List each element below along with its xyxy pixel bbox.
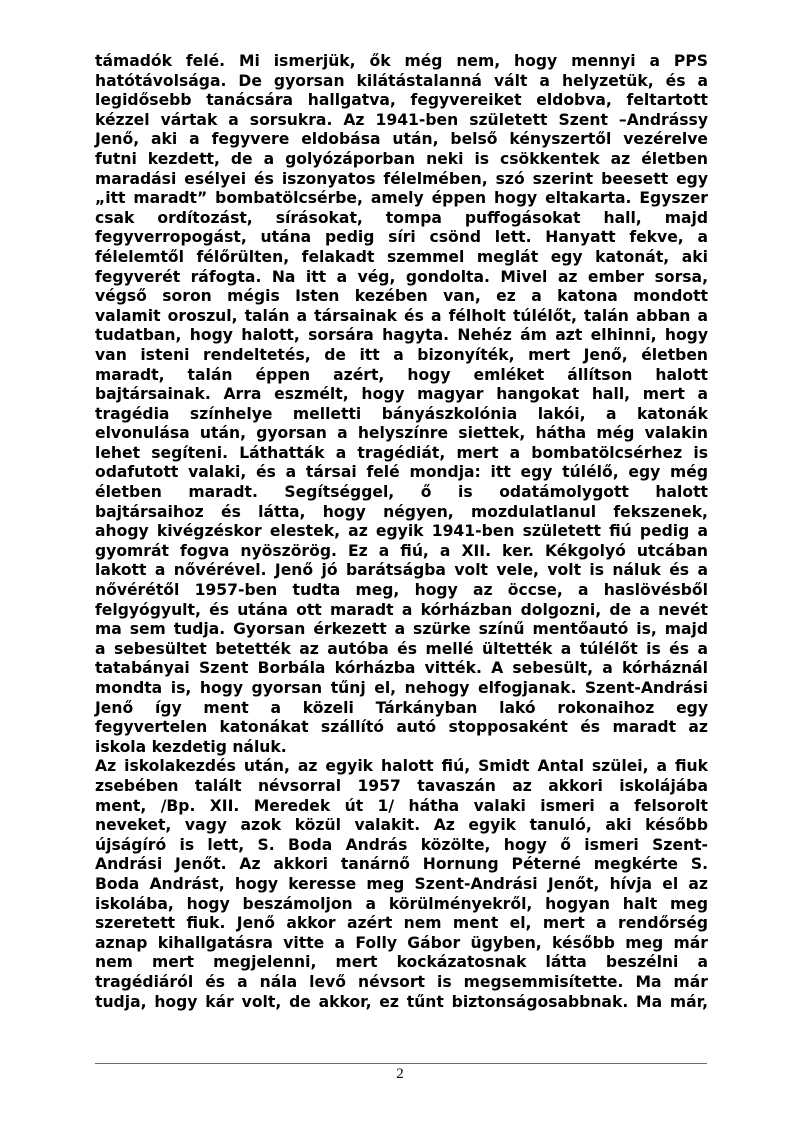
text-line: ment, /Bp. XII. Meredek út 1/ hátha valaki ismeri a felsorolt [95, 796, 708, 815]
text-line: odafutott valaki, és a társai felé mondja: itt egy túlélő, egy még [95, 463, 708, 482]
page-number: 2 [396, 1066, 404, 1082]
text-line: életben maradt. Segítséggel, ő is odatámolygott halott [95, 483, 708, 502]
text-line: fegyverét ráfogta. Na itt a vég, gondolta. Mivel az ember sorsa, [95, 267, 708, 286]
text-line: maradt, talán éppen azért, hogy emléket állítson halott [95, 365, 708, 384]
text-line: Az iskolakezdés után, az egyik halott fiú, Smidt Antal szülei, a fiuk [95, 757, 708, 776]
text-line: tudatban, hogy halott, sorsára hagyta. Nehéz ám azt elhinni, hogy [95, 326, 708, 345]
text-line: valamit oroszul, talán a társainak és a félholt túlélőt, talán abban a [95, 306, 708, 325]
text-line: lakott a nővérével. Jenő jó barátságba volt vele, volt is náluk és a [95, 561, 708, 580]
body-text [95, 52, 708, 1012]
text-line: zsebében talált névsorral 1957 tavaszán az akkori iskolájába [95, 776, 708, 795]
text-line: mondta is, hogy gyorsan tűnj el, nehogy elfogjanak. Szent-Andrási [95, 679, 708, 697]
text-line: félelemtől félőrülten, felakadt szemmel meglát egy katonát, aki [95, 247, 708, 266]
text-line: végső soron mégis Isten kezében van, ez a katona mondott [95, 287, 708, 306]
text-line: tragédia színhelye melletti bányászkolónia lakói, a katonák [95, 404, 708, 423]
text-line: Jenő, aki a fegyvere eldobása után, belső kényszertől vezérelve [95, 130, 708, 149]
text-line: lehet segíteni. Láthatták a tragédiát, mert a bombatölcsérhez is [95, 443, 708, 462]
footer-divider [95, 1063, 707, 1064]
text-line: hatótávolsága. De gyorsan kilátástalanná vált a helyzetük, és a [95, 71, 708, 90]
text-line: nővérétől 1957-ben tudta meg, hogy az öccse, a haslövésből [95, 581, 708, 600]
text-line: iskolába, hogy beszámoljon a körülményekről, hogyan halt meg [95, 894, 708, 913]
text-line: van isteni rendeltetés, de itt a bizonyíték, mert Jenő, életben [95, 345, 708, 364]
text-line: támadók felé. Mi ismerjük, ők még nem, hogy mennyi a PPS [95, 52, 708, 70]
text-line: nem mert megjelenni, mert kockázatosnak látta beszélni a [95, 953, 708, 972]
text-line: felgyógyult, és utána ott maradt a kórházban dolgozni, de a nevét [95, 600, 708, 619]
text-line: maradási esélyei és iszonyatos félelmében, szó szerint beesett egy [95, 169, 708, 188]
text-line: tudja, hogy kár volt, de akkor, ez tűnt biztonságosabbnak. Ma már, [95, 992, 708, 1011]
text-line: neveket, vagy azok közül valakit. Az egyik tanuló, aki később [95, 816, 708, 835]
text-line: a sebesültet betették az autóba és mellé ültették a túlélőt is és a [95, 639, 708, 658]
text-line: ahogy kivégzéskor elestek, az egyik 1941-ben született fiú pedig a [95, 522, 708, 541]
text-line: szeretett fiuk. Jenő akkor azért nem ment el, mert a rendőrség [95, 914, 708, 933]
text-line: iskola kezdetig náluk. [95, 737, 287, 756]
text-line: fegyvertelen katonákat szállító autó stopposaként és maradt az [95, 718, 708, 737]
text-line: tragédiáról és a nála levő névsort is megsemmisítette. Ma már [95, 972, 708, 991]
text-line: „itt maradt” bombatölcsérbe, amely éppen hogy eltakarta. Egyszer [95, 189, 708, 208]
text-line: Boda Andrást, hogy keresse meg Szent-Andrási Jenőt, hívja el az [95, 874, 708, 893]
text-line: ma sem tudja. Gyorsan érkezett a szürke színű mentőautó is, majd [95, 620, 708, 639]
text-line: Andrási Jenőt. Az akkori tanárnő Hornung Péterné megkérte S. [95, 855, 708, 874]
text-line: újságíró is lett, S. Boda András közölte, hogy ő ismeri Szent- [95, 835, 708, 854]
text-line: elvonulása után, gyorsan a helyszínre siettek, hátha még valakin [95, 424, 708, 443]
text-line: kézzel vártak a sorsukra. Az 1941-ben született Szent –Andrássy [95, 110, 708, 129]
text-line: bajtársaihoz és látta, hogy négyen, mozdulatlanul fekszenek, [95, 502, 708, 521]
text-line: legidősebb tanácsára hallgatva, fegyvereiket eldobva, feltartott [95, 91, 708, 110]
text-line: futni kezdett, de a golyózáporban neki is csökkentek az életben [95, 149, 708, 168]
text-line: fegyverropogást, utána pedig síri csönd lett. Hanyatt fekve, a [95, 228, 708, 247]
text-line: aznap kihallgatásra vitte a Folly Gábor ügyben, később meg már [95, 933, 708, 952]
text-line: Jenő így ment a közeli Tárkányban lakó rokonaihoz egy [95, 698, 708, 717]
text-line: gyomrát fogva nyöszörög. Ez a fiú, a XII. ker. Kékgolyó utcában [95, 541, 708, 560]
text-line: csak ordítozást, sírásokat, tompa puffogásokat hall, majd [95, 208, 708, 227]
text-line: tatabányai Szent Borbála kórházba vitték. A sebesült, a kórháznál [95, 659, 708, 678]
text-line: bajtársainak. Arra eszmélt, hogy magyar hangokat hall, mert a [95, 385, 708, 404]
